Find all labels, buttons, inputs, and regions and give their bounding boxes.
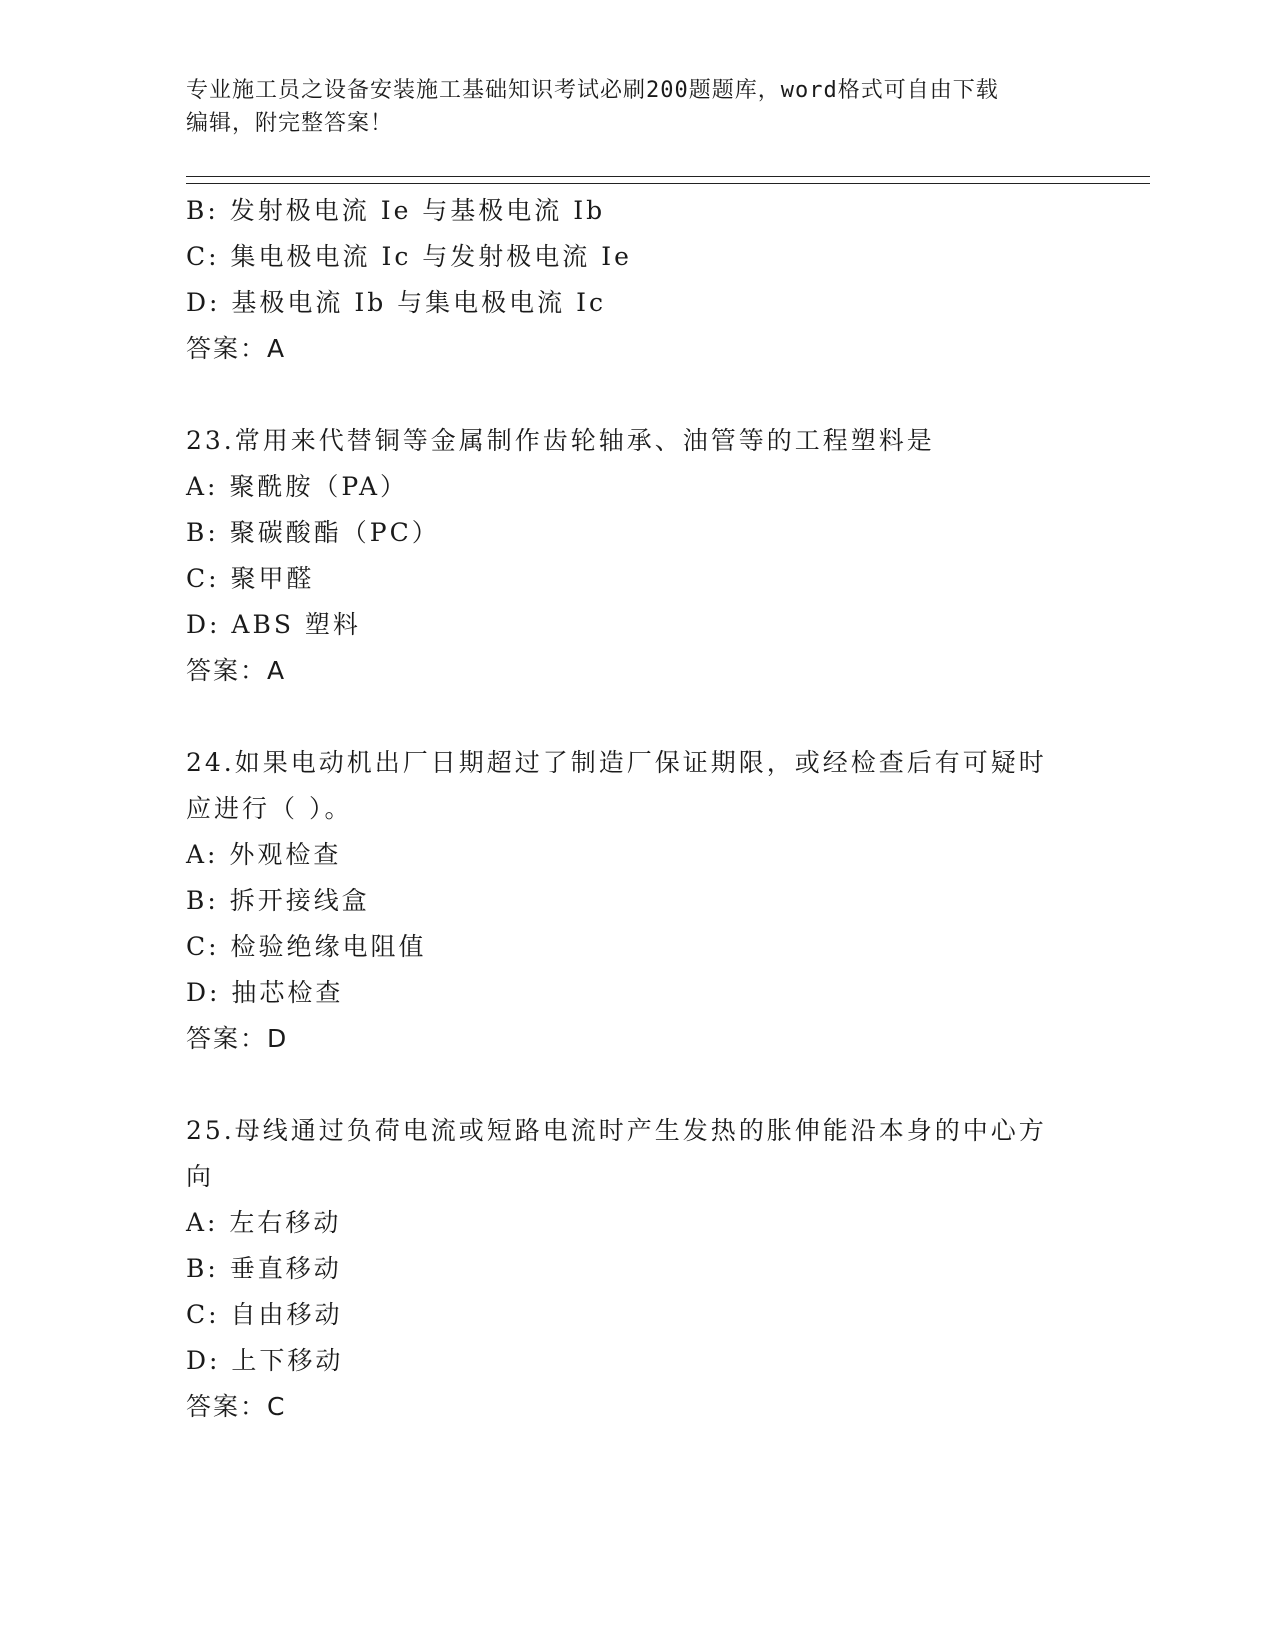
- option-d: D: 上下移动: [186, 1346, 344, 1375]
- question-24: [186, 740, 1106, 1062]
- option-d: D: 抽芯检查: [186, 978, 344, 1007]
- option-c: C: 自由移动: [186, 1300, 343, 1329]
- answer: 答案：D: [186, 1024, 289, 1053]
- question-text-line1: 25.母线通过负荷电流或短路电流时产生发热的胀伸能沿本身的中心方: [186, 1116, 1047, 1145]
- option-b: B: 拆开接线盒: [186, 886, 370, 915]
- option-b: B: 发射极电流 Ie 与基极电流 Ib: [186, 196, 606, 225]
- header-divider: [186, 176, 1150, 184]
- question-22: [186, 188, 1106, 372]
- option-d: D: 基极电流 Ib 与集电极电流 Ic: [186, 288, 607, 317]
- header-title-line2: 编辑，附完整答案！: [186, 111, 394, 136]
- question-23: [186, 418, 1106, 694]
- option-a: A: 左右移动: [186, 1208, 342, 1237]
- answer: 答案：C: [186, 1392, 287, 1421]
- answer: 答案：A: [186, 334, 287, 363]
- option-b: B: 垂直移动: [186, 1254, 342, 1283]
- answer: 答案：A: [186, 656, 287, 685]
- question-text-line2: 应进行（ ）。: [186, 794, 353, 823]
- option-a: A: 外观检查: [186, 840, 342, 869]
- option-c: C: 聚甲醛: [186, 564, 315, 593]
- question-text-line2: 向: [186, 1162, 215, 1191]
- page-header: [186, 74, 1066, 140]
- question-text: 23.常用来代替铜等金属制作齿轮轴承、油管等的工程塑料是: [186, 426, 935, 455]
- question-list: [186, 188, 1106, 1430]
- option-d: D: ABS 塑料: [186, 610, 361, 639]
- question-25: [186, 1108, 1106, 1430]
- header-title-line1: 专业施工员之设备安装施工基础知识考试必刷200题题库，word格式可自由下载: [186, 78, 999, 103]
- option-a: A: 聚酰胺（PA）: [186, 472, 409, 501]
- option-c: C: 集电极电流 Ic 与发射极电流 Ie: [186, 242, 632, 271]
- option-c: C: 检验绝缘电阻值: [186, 932, 427, 961]
- question-text-line1: 24.如果电动机出厂日期超过了制造厂保证期限，或经检查后有可疑时: [186, 748, 1047, 777]
- option-b: B: 聚碳酸酯（PC）: [186, 518, 440, 547]
